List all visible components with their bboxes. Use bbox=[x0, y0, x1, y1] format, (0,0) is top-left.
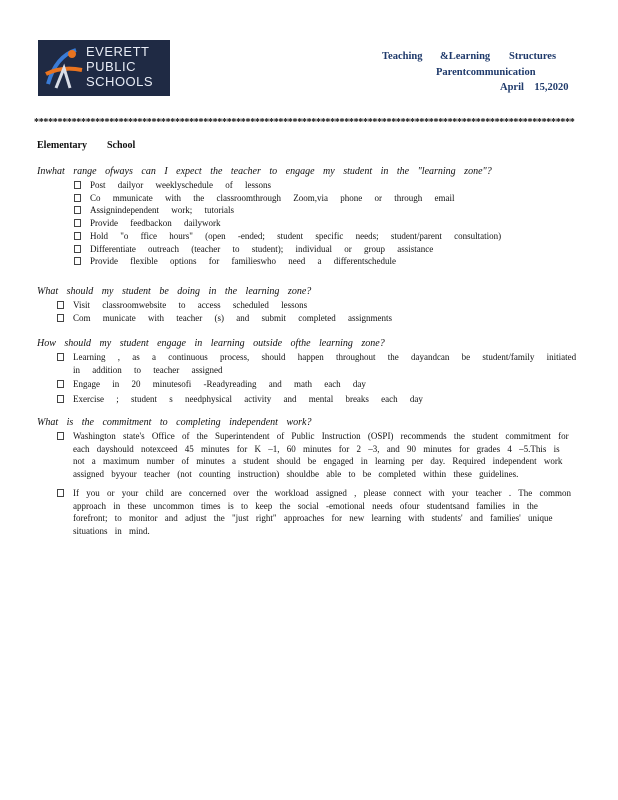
list-item bbox=[74, 179, 574, 192]
header-learning: &Learning bbox=[440, 51, 491, 62]
list-item-text: Assignindependent work; tutorials bbox=[90, 205, 234, 216]
list-item bbox=[57, 299, 577, 312]
question-2: What should my student be doing in the learning zone? bbox=[37, 286, 312, 297]
header-parent-communication: Parentcommunication bbox=[436, 67, 536, 78]
checkbox-icon bbox=[57, 314, 64, 322]
list-item bbox=[57, 351, 577, 376]
checkbox-icon bbox=[74, 181, 81, 189]
list-item bbox=[57, 378, 577, 391]
section-title: Elementary School bbox=[37, 140, 136, 151]
list-item bbox=[57, 393, 577, 406]
list-item bbox=[57, 487, 572, 538]
list-item-text: Visit classroomwebsite to access scheduled lessons bbox=[73, 300, 308, 310]
logo-line-1: EVERETT bbox=[86, 44, 150, 59]
logo-mark-icon bbox=[42, 44, 86, 92]
question-3-list bbox=[57, 351, 577, 406]
list-item bbox=[74, 192, 574, 205]
list-item-text: Provide feedbackon dailywork bbox=[90, 218, 221, 229]
checkbox-icon bbox=[57, 432, 64, 440]
list-item-text: Post dailyor weeklyschedule of lessons bbox=[90, 180, 271, 190]
question-2-list bbox=[57, 299, 577, 324]
logo-line-3: SCHOOLS bbox=[86, 74, 154, 89]
list-item bbox=[57, 430, 572, 481]
separator-line: ******************************************************************************************************************* bbox=[34, 117, 575, 128]
list-item-text: Provide flexible options for familieswho need a differentschedule bbox=[90, 256, 397, 267]
logo-line-2: PUBLIC bbox=[86, 59, 136, 74]
list-item-text: Hold "o ffice hours" (open -ended; student specific needs; student/parent consultation) bbox=[90, 230, 502, 241]
logo-text bbox=[86, 44, 153, 89]
list-item bbox=[74, 230, 574, 243]
list-item bbox=[74, 243, 574, 256]
list-item-text: Learning , as a continuous process, should happen throughout the dayandcan be student/family initiated in addition to teacher assigned bbox=[73, 352, 577, 375]
question-3: How should my student engage in learning outside ofthe learning zone? bbox=[37, 338, 385, 349]
checkbox-icon bbox=[74, 206, 81, 214]
question-1: Inwhat range ofways can I expect the teacher to engage my student in the "learning zone"? bbox=[37, 166, 492, 177]
list-item bbox=[74, 255, 574, 268]
question-1-list bbox=[74, 179, 574, 268]
checkbox-icon bbox=[74, 232, 81, 240]
checkbox-icon bbox=[57, 353, 64, 361]
checkbox-icon bbox=[74, 257, 81, 265]
list-item-text: If you or your child are concerned over the workload assigned , please connect with your teacher . The common approach in these uncommon times is to keep the social -emotional needs ofour studentsand families in the forefront; to monitor and adjust the "just right" approaches for new learning with students' and families' unique situations in mind. bbox=[73, 487, 571, 536]
list-item bbox=[74, 204, 574, 217]
list-item-text: Com municate with teacher (s) and submit completed assignments bbox=[73, 312, 392, 323]
list-item bbox=[57, 312, 577, 325]
list-item-text: Washington state's Office of the Superintendent of Public Instruction (OSPI) recommends the student commitment for each dayshould notexceed 45 minutes for K –1, 60 minutes for 2 –3, and 90 minutes for grades 4 –5.This is not a maximum number of minutes a student should be engaged in learning per day. Required independent work assigned byyour teacher (not counting instruction) shouldbe able to be completed within these guidelines. bbox=[73, 431, 569, 480]
list-item-text: Engage in 20 minutesofi -Readyreading and math each day bbox=[73, 379, 366, 390]
list-item bbox=[74, 217, 574, 230]
header-structures: Structures bbox=[509, 51, 557, 62]
checkbox-icon bbox=[74, 245, 81, 253]
checkbox-icon bbox=[57, 380, 64, 388]
list-item-text: Differentiate outreach (teacher to student); individual or group assistance bbox=[90, 243, 434, 254]
checkbox-icon bbox=[74, 194, 81, 202]
checkbox-icon bbox=[74, 219, 81, 227]
checkbox-icon bbox=[57, 395, 64, 403]
checkbox-icon bbox=[57, 301, 64, 309]
list-item-text: Co mmunicate with the classroomthrough Zoom,via phone or through email bbox=[90, 192, 455, 203]
header-date: April 15,2020 bbox=[500, 82, 569, 93]
header-teaching: Teaching bbox=[382, 51, 423, 62]
checkbox-icon bbox=[57, 489, 64, 497]
question-4: What is the commitment to completing independent work? bbox=[37, 417, 312, 428]
everett-public-schools-logo bbox=[38, 40, 170, 96]
list-item-text: Exercise ; student s needphysical activity and mental breaks each day bbox=[73, 394, 423, 405]
question-4-list bbox=[57, 430, 572, 538]
